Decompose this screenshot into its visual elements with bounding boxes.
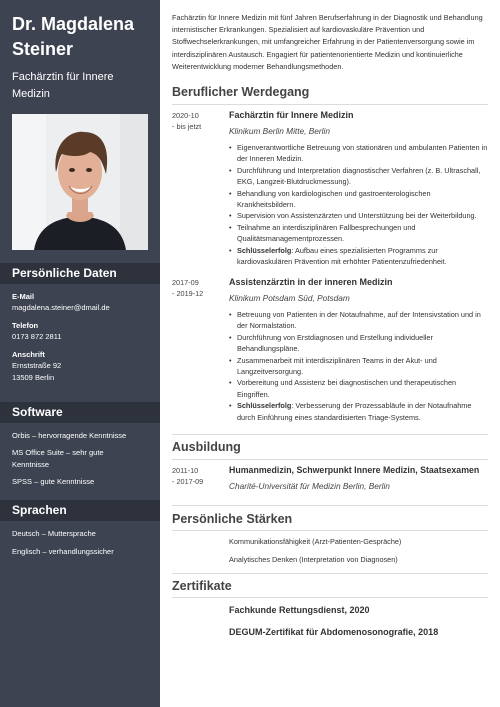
language-item: Deutsch – Muttersprache	[12, 529, 96, 538]
list-item: • Durchführung von Erstdiagnosen und Erstellung individueller Behandlungspläne.	[229, 332, 488, 355]
list-item: • Eigenverantwortliche Betreuung von stationären und ambulanten Patienten in der Inneren Medizin.	[229, 142, 488, 165]
personal-data-heading: Persönliche Daten	[0, 263, 160, 284]
languages-heading: Sprachen	[0, 500, 160, 521]
education-heading: Ausbildung	[172, 440, 241, 454]
language-item: Englisch – verhandlungssicher	[12, 547, 114, 556]
phone-label: Telefon	[12, 321, 39, 330]
portrait-image	[12, 114, 148, 250]
certificate-item: Fachkunde Rettungsdienst, 2020	[229, 605, 370, 615]
key-success-text: : Aufbau eines spezialisierten Programms zur kardiovaskulären Prävention mit erhöhter Patientenzufriedenheit.	[237, 245, 447, 267]
key-success-label: Schlüsselerfolg	[237, 245, 292, 255]
job-bullet-list	[229, 309, 488, 423]
profile-photo	[12, 114, 148, 250]
section-divider	[172, 530, 488, 531]
list-item: • Teilnahme an interdisziplinären Fallbesprechungen und Qualitätsmanagementprozessen.	[229, 222, 488, 245]
job-date-end: - 2019-12	[172, 289, 204, 298]
person-name: Dr. Magdalena Steiner	[12, 14, 135, 59]
software-heading: Software	[0, 402, 160, 423]
software-item: SPSS – gute Kenntnisse	[12, 477, 95, 486]
education-school: Charité-Universität für Medizin Berlin, Berlin	[229, 481, 390, 491]
job-date-start: 2020-10	[172, 111, 199, 120]
strength-item: Kommunikationsfähigkeit (Arzt-Patienten-Gespräche)	[229, 537, 402, 546]
experience-heading: Beruflicher Werdegang	[172, 85, 310, 99]
section-divider	[172, 597, 488, 598]
job-title: Assistenzärztin in der inneren Medizin	[229, 277, 393, 287]
phone-value: 0173 872 2811	[12, 332, 62, 341]
job-bullet-list	[229, 142, 488, 267]
list-item	[229, 400, 488, 423]
list-item: • Vorbereitung und Assistenz bei diagnostischen und therapeutischen Eingriffen.	[229, 377, 488, 400]
job-title: Fachärztin für Innere Medizin	[229, 110, 354, 120]
key-success-text: : Verbesserung der Prozessabläufe in der Notaufnahme durch Einführung eines standardisierten Triage-Systems.	[237, 401, 472, 422]
key-success-label: Schlüsselerfolg	[237, 401, 292, 411]
education-date-end: - 2017-09	[172, 477, 204, 486]
education-degree: Humanmedizin, Schwerpunkt Innere Medizin, Staatsexamen	[229, 465, 480, 475]
sidebar	[0, 0, 160, 707]
address-line-1: Ernststraße 92	[12, 361, 62, 370]
main-content	[172, 0, 488, 707]
list-item: • Durchführung und Interpretation diagnostischer Verfahren (z. B. Ultraschall, EKG, Langzeit-Blutdruckmessung).	[229, 165, 488, 188]
section-divider	[172, 104, 488, 105]
strength-item: Analytisches Denken (Interpretation von Diagnosen)	[229, 555, 398, 564]
software-item: MS Office Suite – sehr gute Kenntnisse	[12, 448, 104, 469]
section-divider	[172, 459, 488, 460]
list-item: • Supervision von Assistenzärzten und Unterstützung bei der Weiterbildung.	[229, 210, 488, 221]
address-label: Anschrift	[12, 350, 45, 359]
list-item: • Behandlung von kardiologischen und gastroenterologischen Krankheitsbildern.	[229, 188, 488, 211]
person-role: Fachärztin für Innere Medizin	[12, 71, 114, 100]
certificates-heading: Zertifikate	[172, 579, 232, 593]
software-item: Orbis – hervorragende Kenntnisse	[12, 431, 127, 440]
list-item	[229, 245, 488, 268]
job-employer: Klinikum Berlin Mitte, Berlin	[229, 126, 330, 136]
email-label: E-Mail	[12, 292, 35, 301]
section-divider	[172, 573, 488, 574]
email-value: magdalena.steiner@dmail.de	[12, 303, 110, 312]
list-item: • Zusammenarbeit mit interdisziplinären Teams in der Akut- und Langzeitversorgung.	[229, 355, 488, 378]
section-divider	[172, 505, 488, 506]
job-date-end: - bis jetzt	[172, 122, 202, 131]
section-divider	[172, 434, 488, 435]
address-line-2: 13509 Berlin	[12, 373, 55, 382]
certificate-item: DEGUM-Zertifikat für Abdomenosonografie, 2018	[229, 627, 439, 637]
education-date-start: 2011-10	[172, 466, 199, 475]
strengths-heading: Persönliche Stärken	[172, 512, 293, 526]
job-employer: Klinikum Potsdam Süd, Potsdam	[229, 293, 350, 303]
job-date-start: 2017-09	[172, 278, 199, 287]
profile-summary: Fachärztin für Innere Medizin mit fünf Jahren Berufserfahrung in der Diagnostik und Behandlung internistischer Erkrankungen. Spezialisiert auf kardiovaskuläre Prävention und Stoffwechselerkrankungen, mit umfangreicher Erfahrung in der Patientenversorgung sowie im interdisziplinären Austausch. Engagiert für patientenorientierte Medizin und kontinuierliche Weiterentwicklung moderner Behandlungsmethoden.	[172, 13, 483, 71]
list-item: • Betreuung von Patienten in der Notaufnahme, auf der Intensivstation und in der Normalstation.	[229, 309, 488, 332]
